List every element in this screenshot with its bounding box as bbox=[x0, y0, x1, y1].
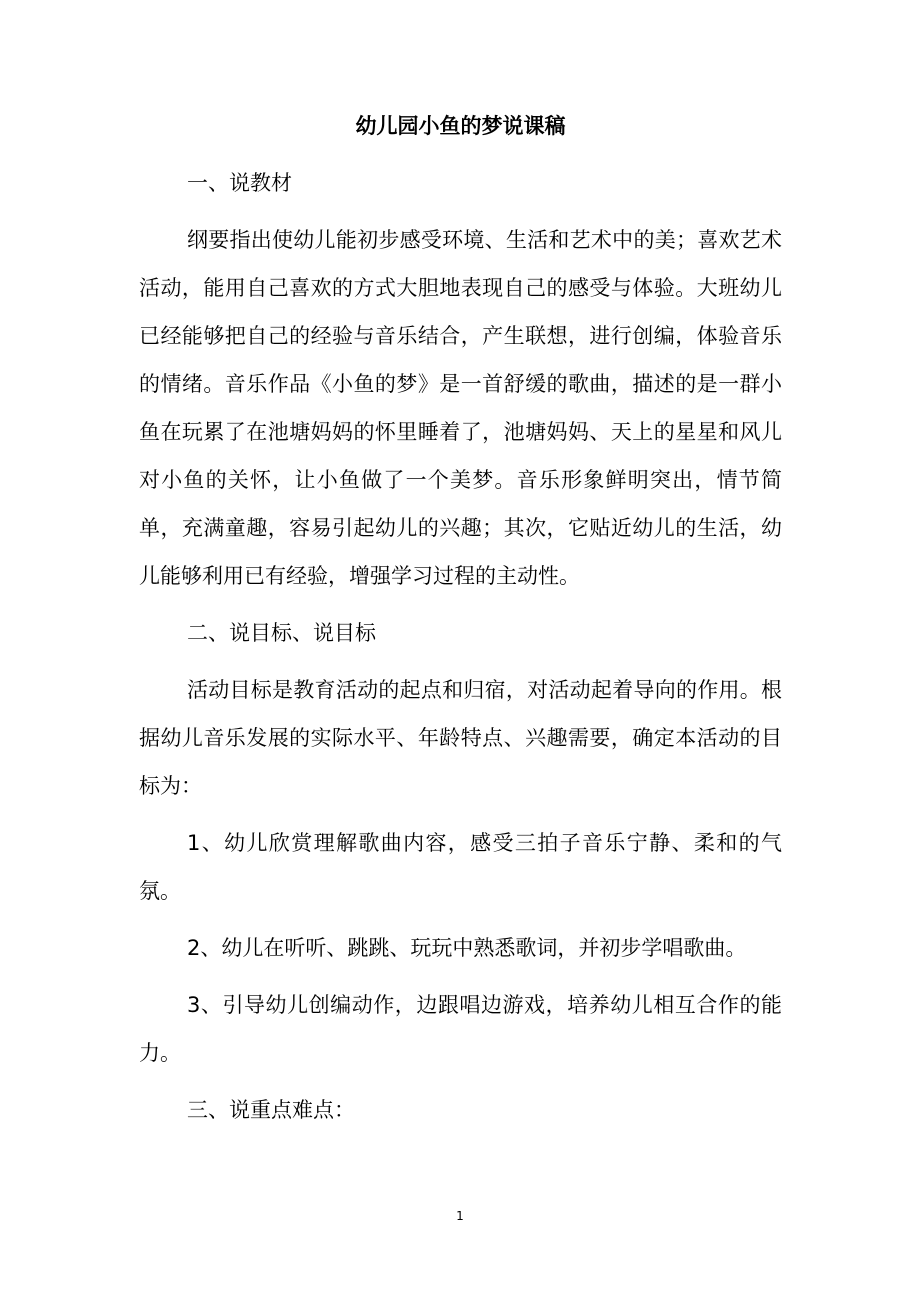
objective-item-3: 3、引导幼儿创编动作，边跟唱边游戏，培养幼儿相互合作的能力。 bbox=[139, 993, 782, 1065]
section-heading-teaching-material: 一、说教材 bbox=[187, 171, 292, 195]
section-heading-key-points: 三、说重点难点： bbox=[187, 1098, 355, 1122]
document-body bbox=[139, 103, 782, 1143]
page-number: 1 bbox=[456, 1209, 464, 1223]
paragraph-teaching-material: 纲要指出使幼儿能初步感受环境、生活和艺术中的美；喜欢艺术活动，能用自己喜欢的方式大胆地表现自己的感受与体验。大班幼儿已经能够把自己的经验与音乐结合，产生联想，进行创编，体验音乐的情绪。音乐作品《小鱼的梦》是一首舒缓的歌曲，描述的是一群小鱼在玩累了在池塘妈妈的怀里睡着了，池塘妈妈、天上的星星和风儿对小鱼的关怀，让小鱼做了一个美梦。音乐形象鲜明突出，情节简单，充满童趣，容易引起幼儿的兴趣；其次，它贴近幼儿的生活，幼儿能够利用已有经验，增强学习过程的主动性。 bbox=[139, 228, 782, 588]
document-title: 幼儿园小鱼的梦说课稿 bbox=[355, 114, 566, 138]
objective-item-2: 2、幼儿在听听、跳跳、玩玩中熟悉歌词，并初步学唱歌曲。 bbox=[187, 936, 747, 960]
objective-item-1: 1、幼儿欣赏理解歌曲内容，感受三拍子音乐宁静、柔和的气氛。 bbox=[139, 831, 782, 903]
section-heading-objectives: 二、说目标、说目标 bbox=[187, 621, 376, 645]
paragraph-objectives: 活动目标是教育活动的起点和归宿，对活动起着导向的作用。根据幼儿音乐发展的实际水平、年龄特点、兴趣需要，确定本活动的目标为： bbox=[139, 678, 782, 798]
